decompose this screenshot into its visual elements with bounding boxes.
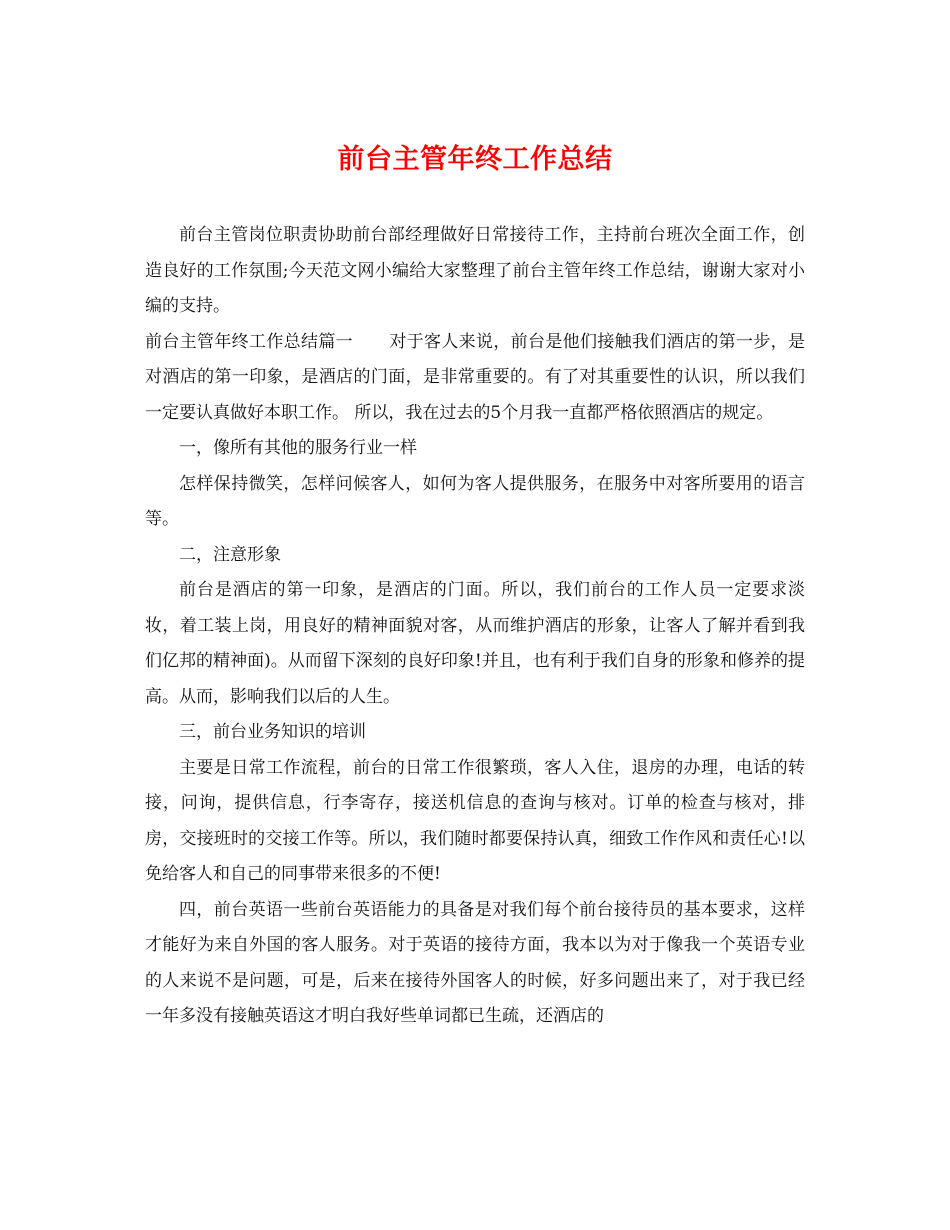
heading-image: 二，注意形象 — [179, 544, 281, 565]
section-paragraph — [145, 325, 805, 432]
intro-paragraph: 前台主管岗位职责协助前台部经理做好日常接待工作，主持前台班次全面工作，创造良好的工作氛围;今天范文网小编给大家整理了前台主管年终工作总结，谢谢大家对小编的支持。 — [145, 225, 805, 316]
document-body — [145, 218, 805, 1035]
paragraph-english: 四，前台英语一些前台英语能力的具备是对我们每个前台接待员的基本要求，这样才能好为来自外国的客人服务。对于英语的接待方面，我本以为对于像我一个英语专业的人来说不是问题，可是，后来在接待外国客人的时候，好多问题出来了，对于我已经一年多没有接触英语这才明白我好些单词都已生疏，还酒店的 — [145, 899, 805, 1026]
heading-service: 一，像所有其他的服务行业一样 — [179, 438, 417, 458]
paragraph-image: 前台是酒店的第一印象，是酒店的门面。所以，我们前台的工作人员一定要求淡妆，着工装上岗，用良好的精神面貌对客，从而维护酒店的形象，让客人了解并看到我们亿邦的精神面)。从而留下深刻的良好印象!并且，也有利于我们自身的形象和修养的提高。从而，影响我们以后的人生。 — [145, 580, 805, 707]
paragraph-service: 怎样保持微笑，怎样问候客人，如何为客人提供服务，在服务中对客所要用的语言等。 — [145, 473, 805, 529]
heading-training: 三，前台业务知识的培训 — [179, 722, 366, 742]
document-title: 前台主管年终工作总结 — [337, 144, 613, 175]
section-text: 对于客人来说，前台是他们接触我们酒店的第一步，是对酒店的第一印象，是酒店的门面，是非常重要的。有了对其重要性的认识，所以我们一定要认真做好本职工作。 所以，我在过去的5个月我一直都严格依照酒店的规定。 — [145, 331, 805, 423]
section-label: 前台主管年终工作总结篇一 — [145, 331, 353, 352]
paragraph-training: 主要是日常工作流程，前台的日常工作很繁琐，客人入住，退房的办理，电话的转接，问询，提供信息，行李寄存，接送机信息的查询与核对。订单的检查与核对，排房，交接班时的交接工作等。所以，我们随时都要保持认真，细致工作作风和责任心!以免给客人和自己的同事带来很多的不便! — [145, 757, 805, 884]
